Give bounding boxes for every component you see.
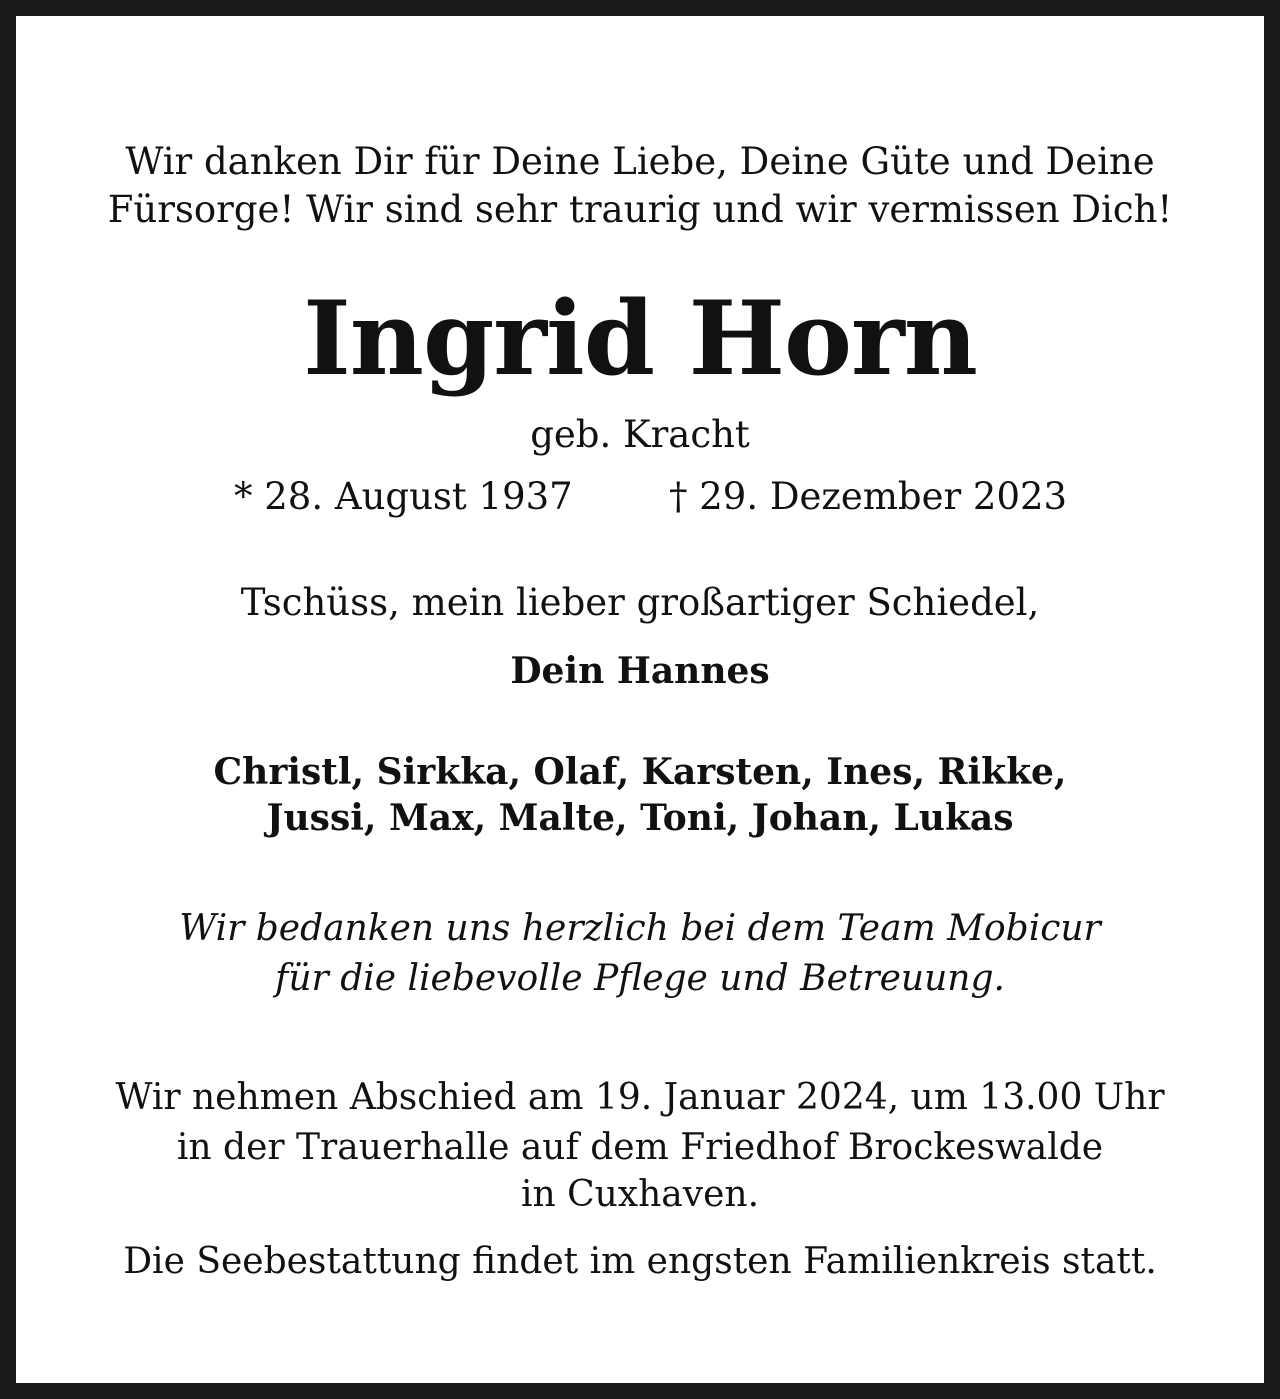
service-line-2: in der Trauerhalle auf dem Friedhof Brockeswalde [176, 1127, 1104, 1168]
intro-line-2: Fürsorge! Wir sind sehr traurig und wir vermissen Dich! [107, 188, 1173, 231]
burial-note: Die Seebestattung findet im engsten Familienkreis statt. [123, 1241, 1157, 1282]
life-dates [16, 471, 1280, 523]
intro-line-1: Wir danken Dir für Deine Liebe, Deine Güte und Deine [125, 140, 1155, 183]
service-line-1: Wir nehmen Abschied am 19. Januar 2024, um 13.00 Uhr [115, 1077, 1165, 1118]
thanks-line-2: für die liebevolle Pflege und Betreuung. [275, 958, 1005, 999]
death-date: † 29. Dezember 2023 [669, 475, 1068, 518]
service-line-3: in Cuxhaven. [520, 1174, 760, 1215]
family-names-line-1: Christl, Sirkka, Olaf, Karsten, Ines, Rikke, [213, 751, 1067, 793]
farewell-line: Tschüss, mein lieber großartiger Schiedel, [240, 581, 1040, 624]
maiden-name: geb. Kracht [530, 413, 750, 456]
birth-date: * 28. August 1937 [234, 475, 573, 518]
deceased-name: Ingrid Horn [303, 279, 977, 399]
farewell-signature: Dein Hannes [510, 650, 770, 692]
family-names-line-2: Jussi, Max, Malte, Toni, Johan, Lukas [266, 797, 1014, 839]
thanks-line-1: Wir bedanken uns herzlich bei dem Team Mobicur [179, 908, 1101, 949]
